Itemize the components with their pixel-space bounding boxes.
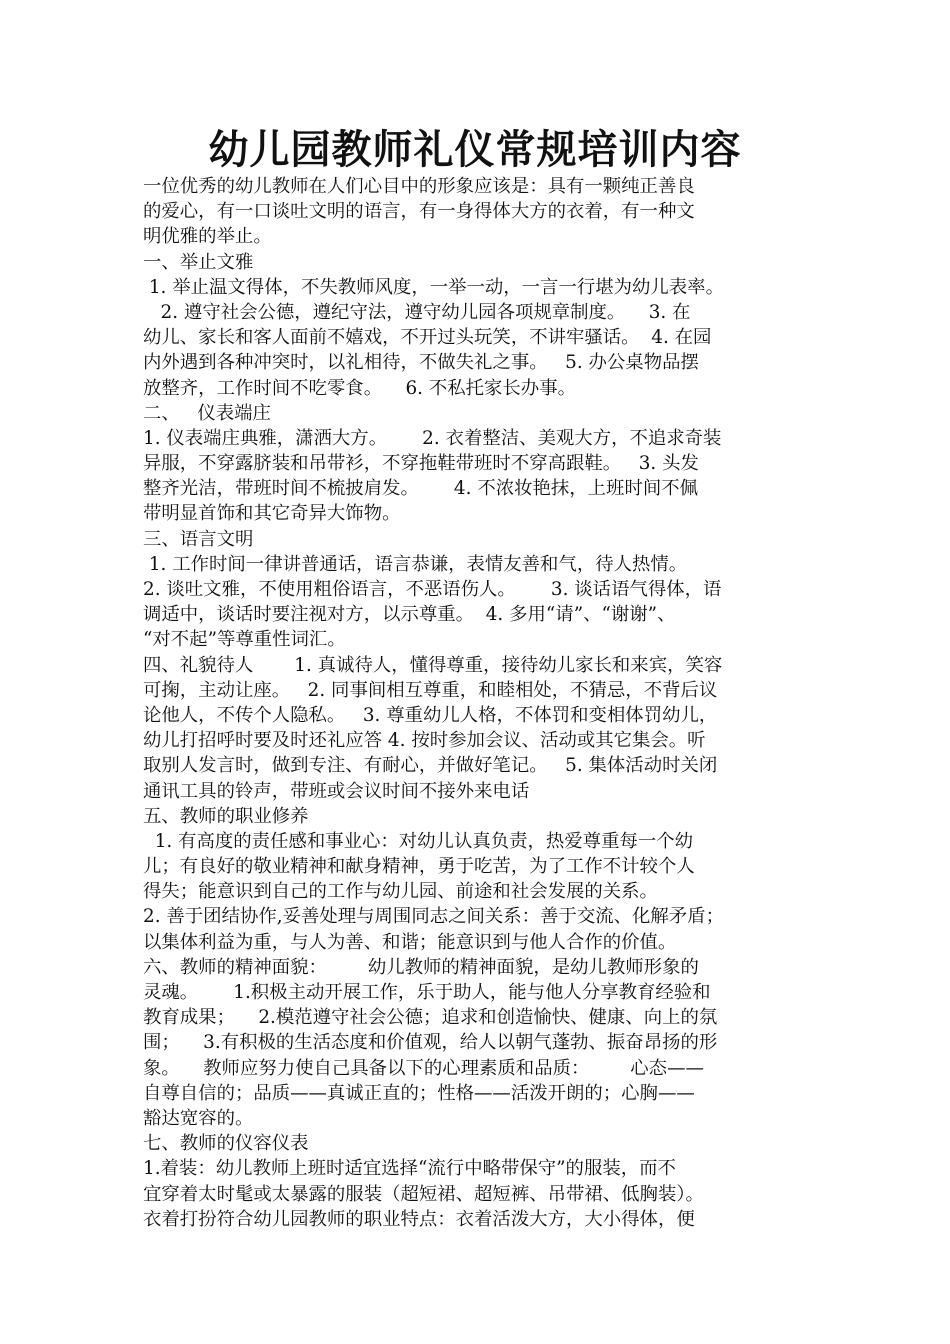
body-line: 2. 谈吐文雅，不使用粗俗语言，不恶语伤人。 3. 谈话语气得体，语: [143, 579, 722, 600]
body-line: 教育成果； 2.模范遵守社会公德；追求和创造愉快、健康、向上的氛: [143, 1007, 718, 1029]
body-line: 围； 3.有积极的生活态度和价值观，给人以朝气蓬勃、振奋昂扬的形: [143, 1032, 718, 1054]
body-line: 二、 仪表端庄: [143, 402, 271, 424]
body-line: 调适中，谈话时要注视对方，以示尊重。 4. 多用“请”、“谢谢”、: [143, 604, 676, 626]
body-line: 宜穿着太时髦或太暴露的服装（超短裙、超短裤、吊带裙、低胸装）。: [143, 1183, 704, 1205]
body-line: 带明显首饰和其它奇异大饰物。: [143, 503, 401, 525]
body-line: 儿；有良好的敬业精神和献身精神，勇于吃苦，为了工作不计较个人: [143, 856, 695, 878]
body-line: 2. 善于团结协作,妥善处理与周围同志之间关系：善于交流、化解矛盾；: [143, 906, 724, 928]
body-line: 象。 教师应努力使自己具备以下的心理素质和品质： 心态——: [143, 1057, 704, 1079]
body-line: 豁达宽容的。: [143, 1107, 254, 1129]
body-line: 论他人，不传个人隐私。 3. 尊重幼儿人格，不体罚和变相体罚幼儿，: [143, 704, 718, 726]
body-line: 六、教师的精神面貌： 幼儿教师的精神面貌，是幼儿教师形象的: [143, 956, 699, 978]
body-line: 一位优秀的幼儿教师在人们心目中的形象应该是：具有一颗纯正善良: [143, 176, 695, 197]
body-line: 七、教师的仪容仪表: [143, 1133, 309, 1155]
body-line: 明优雅的举止。: [143, 226, 272, 248]
body-line: 1. 仪表端庄典雅，潇洒大方。 2. 衣着整洁、美观大方，不追求奇装: [143, 427, 722, 449]
body-line: 放整齐，工作时间不吃零食。 6. 不私托家长办事。: [143, 377, 576, 399]
body-line: 衣着打扮符合幼儿园教师的职业特点：衣着活泼大方，大小得体，便: [143, 1208, 695, 1230]
body-line: 以集体利益为重，与人为善、和谐；能意识到与他人合作的价值。: [143, 931, 677, 953]
body-line: 幼儿打招呼时要及时还礼应答 4. 按时参加会议、活动或其它集会。听: [143, 730, 706, 752]
body-line: 自尊自信的；品质——真诚正直的；性格——活泼开朗的；心胸——: [143, 1082, 695, 1104]
body-line: 2. 遵守社会公德，遵纪守法，遵守幼儿园各项规章制度。 3. 在: [143, 301, 691, 323]
body-line: 得失；能意识到自己的工作与幼儿园、前途和社会发展的关系。: [143, 881, 658, 903]
body-line: 异服，不穿露脐装和吊带衫，不穿拖鞋带班时不穿高跟鞋。 3. 头发: [143, 453, 699, 475]
body-line: 1. 举止温文得体，不失教师风度，一举一动，一言一行堪为幼儿表率。: [143, 276, 724, 298]
body-line: 内外遇到各种冲突时，以礼相待，不做失礼之事。 5. 办公桌物品摆: [143, 352, 699, 374]
body-line: 的爱心，有一口谈吐文明的语言，有一身得体大方的衣着，有一种文: [143, 201, 695, 223]
body-line: 四、礼貌待人 1. 真诚待人，懂得尊重，接待幼儿家长和来宾，笑容: [143, 654, 723, 676]
body-line: “对不起”等尊重性词汇。: [143, 629, 346, 651]
body-line: 1. 工作时间一律讲普通话，语言恭谦，表情友善和气，待人热情。: [143, 553, 688, 575]
document-title: 幼儿园教师礼仪常规培训内容: [208, 126, 742, 173]
body-line: 一、举止文雅: [143, 251, 254, 273]
body-line: 灵魂。 1.积极主动开展工作，乐于助人，能与他人分享教育经验和: [143, 982, 711, 1003]
body-line: 五、教师的职业修养: [143, 805, 309, 827]
body-line: 1.着装：幼儿教师上班时适宜选择“流行中略带保守”的服装，而不: [143, 1158, 676, 1180]
document-body: [143, 174, 811, 1232]
body-line: 通讯工具的铃声，带班或会议时间不接外来电话: [143, 780, 530, 802]
body-line: 整齐光洁，带班时间不梳披肩发。 4. 不浓妆艳抹，上班时间不佩: [143, 478, 699, 500]
body-line: 幼儿、家长和客人面前不嬉戏，不开过头玩笑，不讲牢骚话。 4. 在园: [143, 327, 712, 349]
body-line: 三、语言文明: [143, 528, 254, 550]
body-line: 可掬，主动让座。 2. 同事间相互尊重，和睦相处，不猜忌，不背后议: [143, 679, 718, 701]
body-line: 1. 有高度的责任感和事业心：对幼儿认真负责，热爱尊重每一个幼: [143, 830, 694, 852]
body-line: 取别人发言时，做到专注、有耐心，并做好笔记。 5. 集体活动时关闭: [143, 755, 718, 777]
